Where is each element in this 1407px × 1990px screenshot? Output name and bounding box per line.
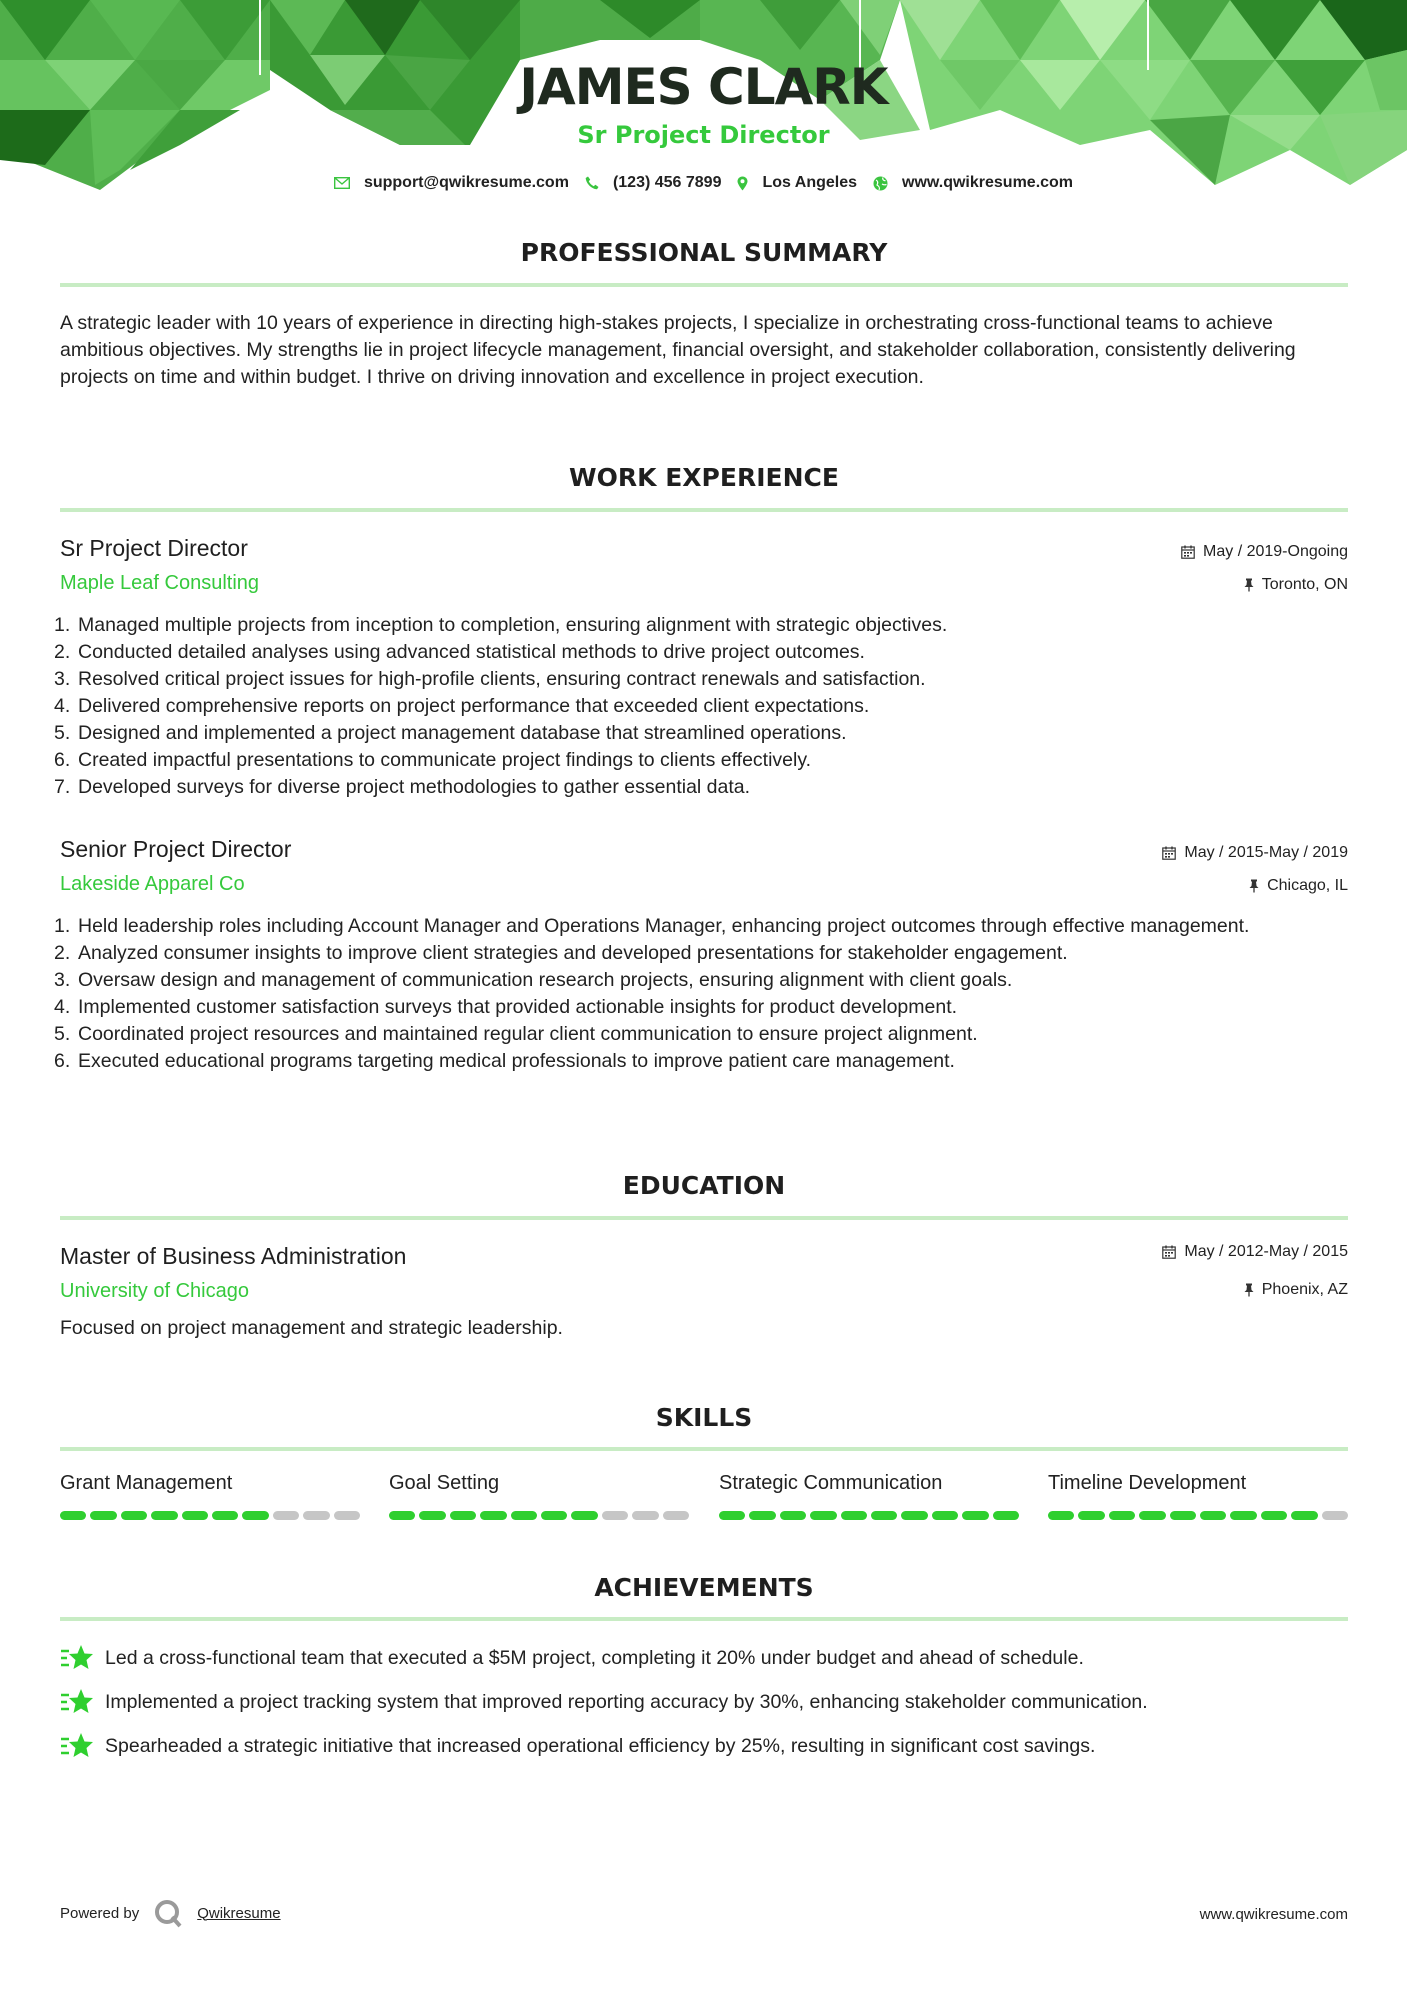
achievement-text: Implemented a project tracking system that improved reporting accuracy by 30%, enhancing stakeholder communication. bbox=[105, 1690, 1148, 1713]
skill-item bbox=[60, 1472, 360, 1520]
job-1-date-text: May / 2019-Ongoing bbox=[1203, 543, 1348, 560]
contact-location bbox=[737, 174, 857, 192]
contact-phone-text: (123) 456 7899 bbox=[612, 174, 722, 191]
experience-divider bbox=[60, 508, 1348, 512]
job-2-bullets bbox=[52, 913, 1348, 1075]
skill-segment-filled bbox=[1230, 1511, 1256, 1520]
skill-segment-filled bbox=[242, 1511, 268, 1520]
skill-name: Strategic Communication bbox=[719, 1472, 943, 1494]
skill-level-bar bbox=[1048, 1511, 1348, 1520]
summary-text: A strategic leader with 10 years of experience in directing high-stakes projects, I specialize in orchestrating cross-functional teams to achieve ambitious objectives. My strengths lie in project lifecycle management, financial oversight, and stakeholder collaboration, consistently delivering projects on time and within budget. I thrive on driving innovation and excellence in project execution. bbox=[60, 312, 1296, 388]
skill-name: Grant Management bbox=[60, 1472, 233, 1494]
achievement-text: Led a cross-functional team that executed a $5M project, completing it 20% under budget and ahead of schedule. bbox=[105, 1646, 1084, 1669]
list-item: Developed surveys for diverse project methodologies to gather essential data. bbox=[78, 776, 751, 798]
education-location-text: Phoenix, AZ bbox=[1261, 1281, 1348, 1298]
skill-segment-empty bbox=[632, 1511, 658, 1520]
education-heading: EDUCATION bbox=[622, 1171, 786, 1200]
skill-segment-filled bbox=[511, 1511, 537, 1520]
calendar-icon bbox=[1162, 846, 1176, 860]
skill-segment-filled bbox=[212, 1511, 238, 1520]
skill-segment-empty bbox=[334, 1511, 360, 1520]
achievement-item bbox=[60, 1731, 1360, 1761]
skill-level-bar bbox=[60, 1511, 360, 1520]
summary-heading: PROFESSIONAL SUMMARY bbox=[520, 238, 888, 267]
achievements-heading: ACHIEVEMENTS bbox=[594, 1573, 814, 1602]
skill-segment-filled bbox=[60, 1511, 86, 1520]
skills-divider bbox=[60, 1447, 1348, 1451]
skill-segment-filled bbox=[810, 1511, 836, 1520]
job-2-location-text: Chicago, IL bbox=[1267, 877, 1348, 894]
contact-bar bbox=[0, 174, 1407, 192]
list-item: Implemented customer satisfaction surveys that provided actionable insights for product development. bbox=[78, 996, 958, 1018]
job-2-title: Senior Project Director bbox=[60, 836, 292, 862]
contact-email-text: support@qwikresume.com bbox=[363, 174, 569, 191]
skill-segment-filled bbox=[993, 1511, 1019, 1520]
contact-email[interactable] bbox=[334, 174, 569, 192]
skill-segment-filled bbox=[1109, 1511, 1135, 1520]
skill-item bbox=[389, 1472, 689, 1520]
skill-segment-filled bbox=[719, 1511, 745, 1520]
achievement-item bbox=[60, 1643, 1360, 1673]
skill-segment-filled bbox=[182, 1511, 208, 1520]
skill-segment-filled bbox=[1139, 1511, 1165, 1520]
job-1-location bbox=[1244, 576, 1348, 594]
skill-segment-filled bbox=[901, 1511, 927, 1520]
list-item: Conducted detailed analyses using advanced statistical methods to drive project outcomes. bbox=[78, 641, 865, 663]
skill-segment-filled bbox=[780, 1511, 806, 1520]
skill-name: Goal Setting bbox=[389, 1472, 500, 1494]
skill-item bbox=[719, 1472, 1019, 1520]
summary-divider bbox=[60, 283, 1348, 287]
education-divider bbox=[60, 1216, 1348, 1220]
list-item: Created impactful presentations to communicate project findings to clients effectively. bbox=[78, 749, 812, 771]
pushpin-icon bbox=[1249, 879, 1259, 893]
star-icon bbox=[60, 1687, 94, 1717]
globe-icon bbox=[873, 176, 888, 191]
skill-segment-filled bbox=[480, 1511, 506, 1520]
skill-segment-filled bbox=[90, 1511, 116, 1520]
list-item: Executed educational programs targeting medical professionals to improve patient care management. bbox=[78, 1050, 955, 1072]
achievement-item bbox=[60, 1687, 1360, 1717]
contact-website-text: www.qwikresume.com bbox=[902, 174, 1074, 191]
candidate-role: Sr Project Director bbox=[577, 121, 830, 149]
skill-segment-filled bbox=[1078, 1511, 1104, 1520]
star-icon bbox=[60, 1731, 94, 1761]
skill-segment-filled bbox=[1291, 1511, 1317, 1520]
calendar-icon bbox=[1181, 545, 1195, 559]
education-school: University of Chicago bbox=[60, 1280, 249, 1302]
job-1-date bbox=[1181, 543, 1348, 561]
skill-segment-empty bbox=[1322, 1511, 1348, 1520]
envelope-icon bbox=[334, 177, 350, 189]
star-icon bbox=[60, 1643, 94, 1673]
skill-segment-filled bbox=[450, 1511, 476, 1520]
list-item: Delivered comprehensive reports on project performance that exceeded client expectations. bbox=[78, 695, 870, 717]
skill-level-bar bbox=[719, 1511, 1019, 1520]
qwikresume-link[interactable]: Qwikresume bbox=[197, 1904, 281, 1922]
skill-segment-filled bbox=[932, 1511, 958, 1520]
skill-segment-filled bbox=[1170, 1511, 1196, 1520]
powered-by-label: Powered by bbox=[60, 1904, 140, 1922]
skill-segment-filled bbox=[541, 1511, 567, 1520]
skill-segment-filled bbox=[389, 1511, 415, 1520]
list-item: Coordinated project resources and maintained regular client communication to ensure project alignment. bbox=[78, 1023, 978, 1045]
skill-segment-empty bbox=[663, 1511, 689, 1520]
education-date bbox=[1162, 1243, 1348, 1261]
skill-segment-filled bbox=[151, 1511, 177, 1520]
skill-segment-filled bbox=[121, 1511, 147, 1520]
pushpin-icon bbox=[1244, 1283, 1254, 1297]
list-item: Oversaw design and management of communication research projects, ensuring alignment with client goals. bbox=[78, 969, 1013, 991]
job-2-company: Lakeside Apparel Co bbox=[60, 873, 245, 895]
skill-segment-filled bbox=[571, 1511, 597, 1520]
job-2-date bbox=[1162, 844, 1348, 862]
skill-segment-filled bbox=[419, 1511, 445, 1520]
job-1-title: Sr Project Director bbox=[60, 535, 248, 561]
skill-segment-filled bbox=[749, 1511, 775, 1520]
skill-segment-filled bbox=[1261, 1511, 1287, 1520]
list-item: Designed and implemented a project management database that streamlined operations. bbox=[78, 722, 847, 744]
calendar-icon bbox=[1162, 1245, 1176, 1259]
list-item: Held leadership roles including Account Manager and Operations Manager, enhancing project outcomes through effective management. bbox=[78, 915, 1250, 937]
skill-segment-filled bbox=[841, 1511, 867, 1520]
contact-phone[interactable] bbox=[585, 174, 722, 192]
list-item: Managed multiple projects from inception to completion, ensuring alignment with strategic objectives. bbox=[78, 614, 948, 636]
education-degree: Master of Business Administration bbox=[60, 1243, 407, 1269]
job-2-location bbox=[1249, 877, 1348, 895]
contact-location-text: Los Angeles bbox=[762, 174, 858, 191]
qwikresume-logo-icon bbox=[153, 1898, 183, 1928]
education-description: Focused on project management and strategic leadership. bbox=[60, 1317, 563, 1339]
footer-website: www.qwikresume.com bbox=[1199, 1906, 1348, 1923]
footer-powered-by bbox=[60, 1898, 281, 1928]
skill-segment-empty bbox=[273, 1511, 299, 1520]
job-1-company: Maple Leaf Consulting bbox=[60, 572, 260, 594]
achievements-divider bbox=[60, 1617, 1348, 1621]
skill-segment-filled bbox=[871, 1511, 897, 1520]
job-1-location-text: Toronto, ON bbox=[1261, 576, 1348, 593]
skill-item bbox=[1048, 1472, 1348, 1520]
education-date-text: May / 2012-May / 2015 bbox=[1184, 1243, 1348, 1260]
skill-name: Timeline Development bbox=[1048, 1472, 1247, 1494]
skill-level-bar bbox=[389, 1511, 689, 1520]
candidate-name: JAMES CLARK bbox=[519, 58, 888, 116]
list-item: Resolved critical project issues for high-profile clients, ensuring contract renewals and satisfaction. bbox=[78, 668, 926, 690]
skill-segment-filled bbox=[1048, 1511, 1074, 1520]
skills-heading: SKILLS bbox=[655, 1403, 753, 1432]
list-item: Analyzed consumer insights to improve client strategies and developed presentations for stakeholder engagement. bbox=[78, 942, 1068, 964]
skill-segment-empty bbox=[303, 1511, 329, 1520]
pushpin-icon bbox=[1244, 578, 1254, 592]
education-location bbox=[1244, 1281, 1348, 1299]
experience-heading: WORK EXPERIENCE bbox=[569, 463, 839, 492]
achievement-text: Spearheaded a strategic initiative that increased operational efficiency by 25%, resulting in significant cost savings. bbox=[105, 1734, 1096, 1757]
skill-segment-filled bbox=[962, 1511, 988, 1520]
skill-segment-filled bbox=[1200, 1511, 1226, 1520]
phone-icon bbox=[585, 176, 599, 190]
job-1-bullets bbox=[52, 612, 1348, 801]
job-2-date-text: May / 2015-May / 2019 bbox=[1184, 844, 1348, 861]
map-pin-icon bbox=[737, 176, 748, 191]
skill-segment-empty bbox=[602, 1511, 628, 1520]
contact-website[interactable] bbox=[873, 174, 1073, 192]
